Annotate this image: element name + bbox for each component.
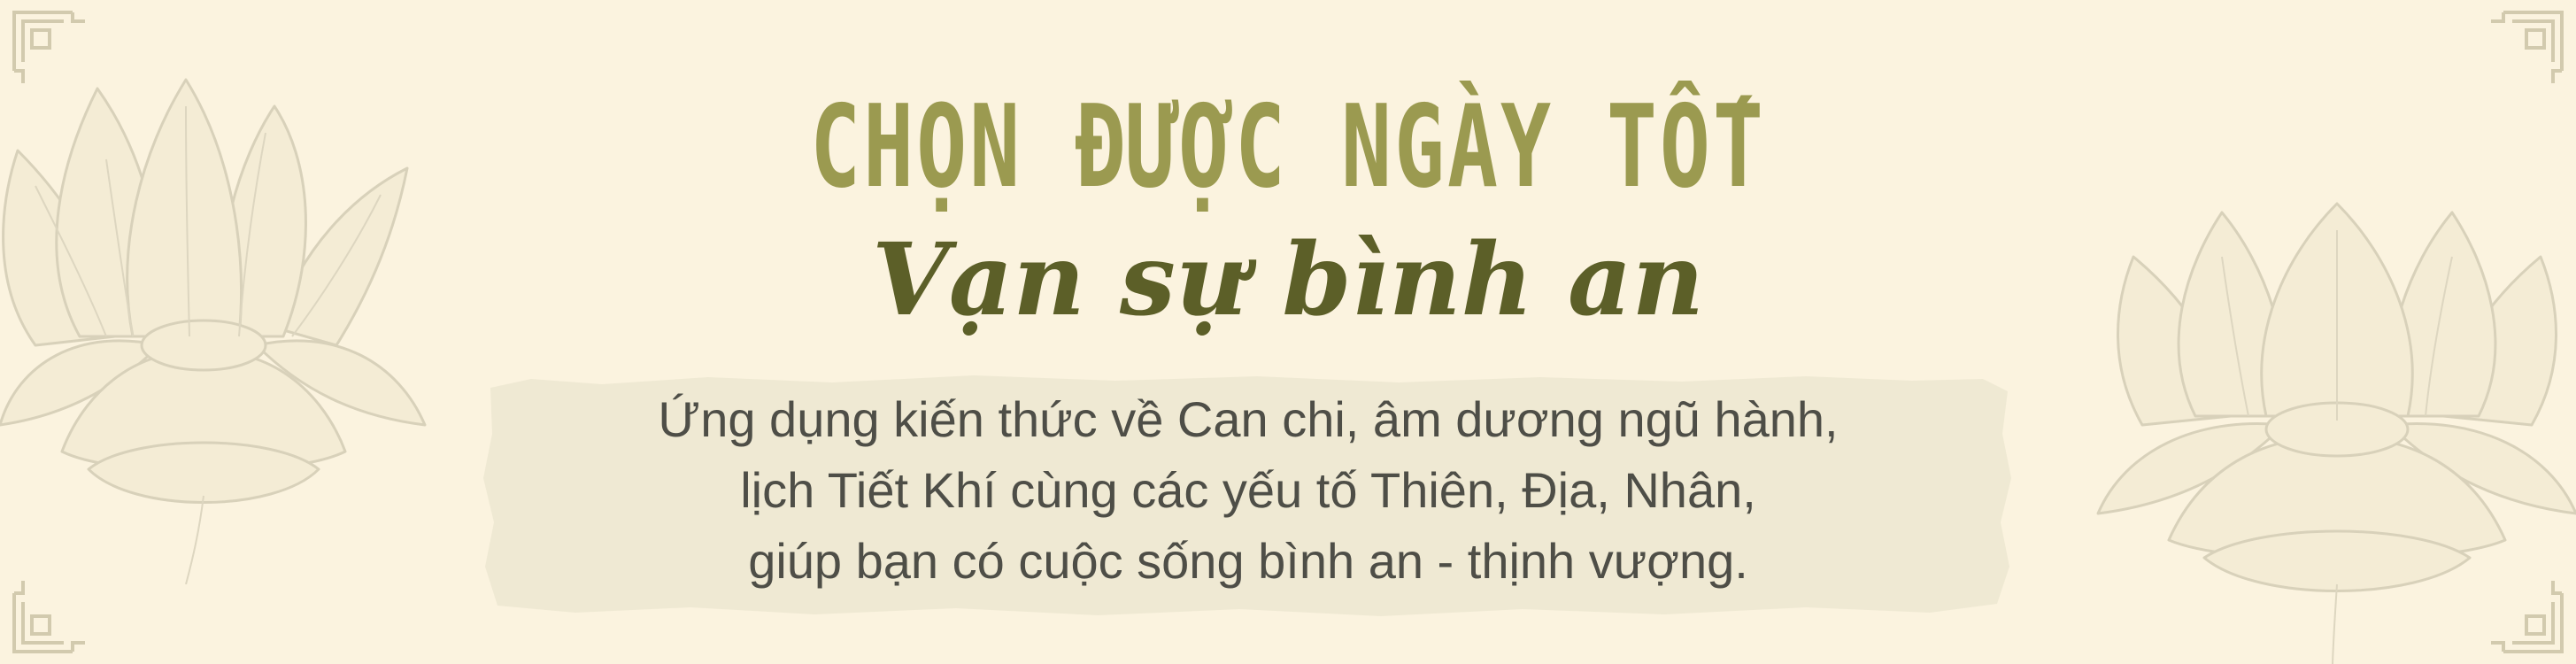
subheadline: Vạn sự bình an (871, 222, 1705, 338)
description-line-2: lịch Tiết Khí cùng các yếu tố Thiên, Địa, Nhân, (740, 462, 1756, 518)
corner-ornament-top-right-icon (2477, 9, 2565, 97)
corner-ornament-top-left-icon (11, 9, 99, 97)
corner-ornament-bottom-left-icon (11, 567, 99, 655)
description-line-1: Ứng dụng kiến thức về Can chi, âm dương ngũ hành, (658, 391, 1839, 447)
headline: CHỌN ĐƯỢC NGÀY TỐT (810, 81, 1766, 213)
description-line-3: giúp bạn có cuộc sống bình an - thịnh vượng. (748, 533, 1748, 589)
description (478, 384, 2018, 597)
corner-ornament-bottom-right-icon (2477, 567, 2565, 655)
